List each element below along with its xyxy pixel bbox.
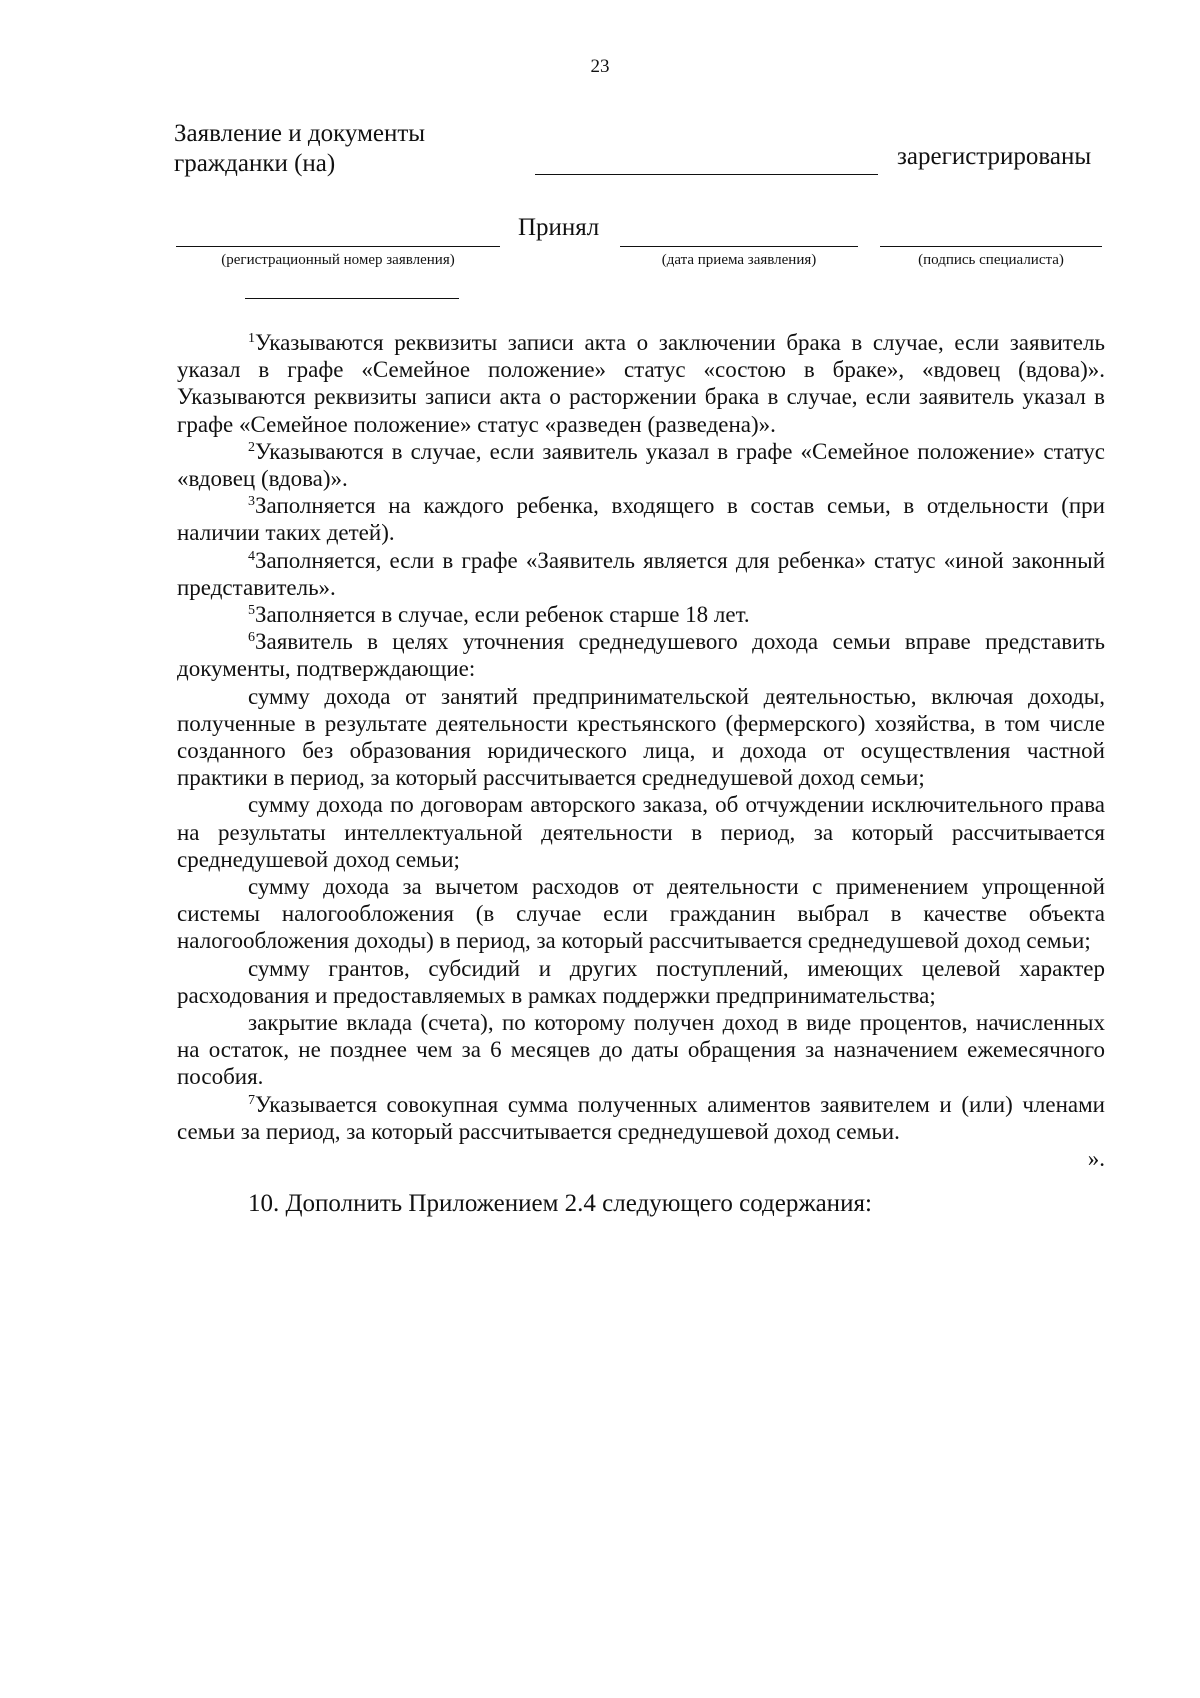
page-number: 23 (590, 56, 610, 77)
footnote-mark: 4 (248, 548, 255, 564)
footnote-mark: 7 (248, 1092, 255, 1108)
registration-blank-line (535, 174, 878, 175)
footnote-text: Указываются в случае, если заявитель указал в графе «Семейное положение» статус «вдовец (вдова)». (177, 438, 1105, 492)
accepted-label: Принял (518, 214, 600, 241)
sub-item-4: сумму грантов, субсидий и других поступлений, имеющих целевой характер расходования и предоставляемых в рамках поддержки предпринимательства; (177, 955, 1105, 1008)
date-caption: (дата приема заявления) (661, 252, 817, 268)
registered-label: зарегистрированы (897, 143, 1092, 170)
date-line (620, 246, 858, 247)
footnote-2 (177, 438, 1105, 492)
footnote-4 (177, 547, 1105, 601)
reg-number-caption: (регистрационный номер заявления) (221, 252, 455, 268)
footnotes-block (177, 329, 1105, 1218)
footnote-text: Указываются реквизиты записи акта о заключении брака в случае, если заявитель указал в графе «Семейное положение» статус «состою в браке», «вдовец (вдова)». Указываются реквизиты записи акта о расторжении брака в случае, если заявитель указал в графе «Семейное положение» статус «разведен (разведена)». (177, 330, 1105, 437)
footnote-text: Заявитель в целях уточнения среднедушевого дохода семьи вправе представить документы, подтверждающие: (177, 629, 1105, 682)
footnote-text: Заполняется на каждого ребенка, входящего в состав семьи, в отдельности (при наличии таких детей). (177, 493, 1105, 546)
footnote-1 (177, 329, 1105, 438)
footnote-3 (177, 492, 1105, 546)
sub-item-2: сумму дохода по договорам авторского заказа, об отчуждении исключительного права на результаты интеллектуальной деятельности в период, за который рассчитывается среднедушевой доход семьи; (177, 792, 1105, 872)
footnote-text: Указывается совокупная сумма полученных алиментов заявителем и (или) членами семьи за период, за который рассчитывается среднедушевой доход семьи. (177, 1091, 1105, 1144)
footnote-separator (245, 298, 459, 299)
footnote-mark: 1 (248, 331, 255, 346)
footnote-7 (177, 1091, 1105, 1145)
footnote-text: Заполняется, если в графе «Заявитель является для ребенка» статус «иной законный представитель». (177, 547, 1105, 600)
footnote-mark: 6 (248, 630, 255, 646)
signature-caption: (подпись специалиста) (918, 252, 1064, 268)
footnote-5 (177, 601, 1105, 628)
footnote-mark: 2 (248, 439, 255, 455)
header-line-1: Заявление и документы (174, 120, 426, 147)
item-10-heading: 10. Дополнить Приложением 2.4 следующего содержания: (248, 1190, 872, 1218)
sub-item-3: сумму дохода за вычетом расходов от деятельности с применением упрощенной системы налогообложения (в случае если гражданин выбрал в качестве объекта налогообложения доходы) в период, за который рассчитывается среднедушевой доход семьи; (177, 874, 1105, 954)
sub-item-5: закрытие вклада (счета), по которому получен доход в виде процентов, начисленных на остаток, не позднее чем за 6 месяцев до даты обращения за назначением ежемесячного пособия. (177, 1010, 1105, 1090)
footnote-6 (177, 628, 1105, 682)
reg-number-line (176, 246, 500, 247)
footnote-text: Заполняется в случае, если ребенок старше 18 лет. (255, 602, 750, 628)
footnote-mark: 3 (248, 494, 255, 510)
signature-line (880, 246, 1102, 247)
footnote-mark: 5 (248, 603, 255, 619)
closing-quote: ». (1087, 1146, 1105, 1172)
sub-item-1: сумму дохода от занятий предпринимательской деятельностью, включая доходы, полученные в результате деятельности крестьянского (фермерского) хозяйства, в том числе созданного без образования юридического лица, и дохода от осуществления частной практики в период, за который рассчитывается среднедушевой доход семьи; (177, 683, 1105, 791)
header-line-2: гражданки (на) (174, 150, 336, 177)
